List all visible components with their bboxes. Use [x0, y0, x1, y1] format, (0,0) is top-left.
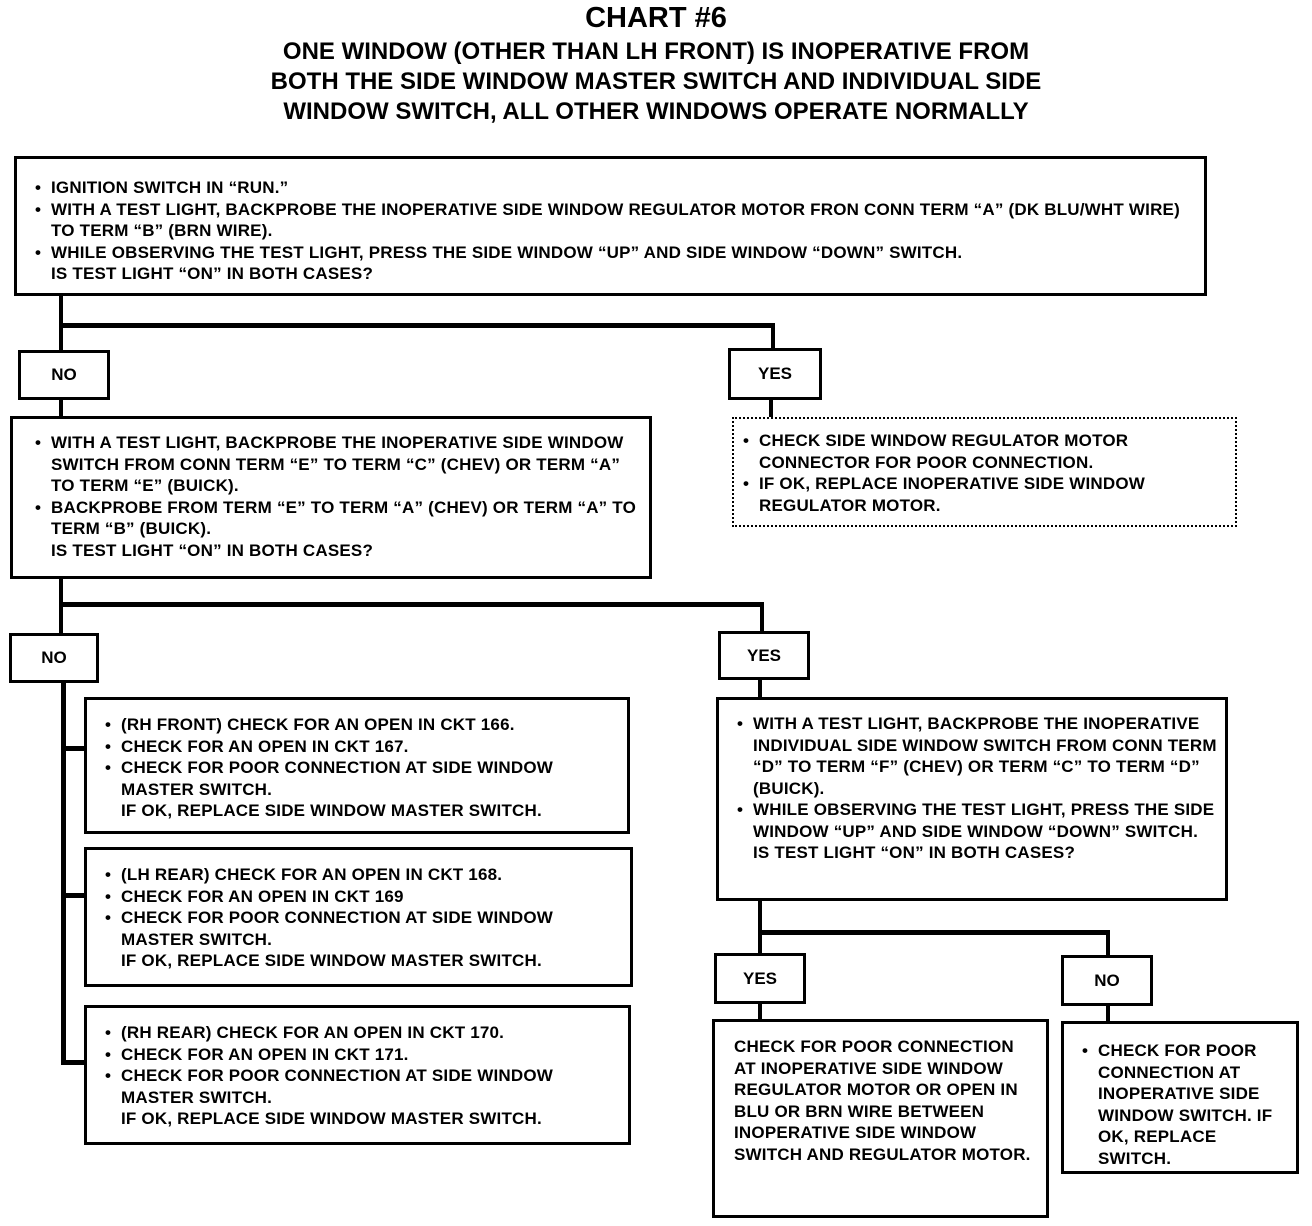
list-item: • CHECK FOR POOR CONNECTION AT SIDE WINDOW MASTER SWITCH. — [103, 907, 622, 950]
label-yes: YES — [718, 631, 810, 680]
list-item: • WHILE OBSERVING THE TEST LIGHT, PRESS THE SIDE WINDOW “UP” AND SIDE WINDOW “DOWN” SWITCH. — [735, 799, 1217, 842]
connector — [61, 893, 86, 898]
box-poor-connection-motor — [712, 1019, 1049, 1218]
instruction-text: IF OK, REPLACE SIDE WINDOW MASTER SWITCH. — [121, 1109, 542, 1128]
list-item: • CHECK FOR AN OPEN IN CKT 171. — [103, 1044, 620, 1066]
subtitle-line-3: WINDOW SWITCH, ALL OTHER WINDOWS OPERATE NORMALLY — [283, 98, 1029, 125]
list-item: • IGNITION SWITCH IN “RUN.” — [33, 177, 1194, 199]
list-item: • WITH A TEST LIGHT, BACKPROBE THE INOPERATIVE SIDE WINDOW REGULATOR MOTOR FRON CONN TERM “A” (DK BLU/WHT WIRE) TO TERM “B” (BRN WIRE). — [33, 199, 1194, 242]
list-item: • CHECK FOR POOR CONNECTION AT SIDE WINDOW MASTER SWITCH. — [103, 1065, 620, 1108]
label-no: NO — [18, 350, 110, 400]
instruction-text: IF OK, REPLACE SIDE WINDOW MASTER SWITCH. — [121, 801, 542, 820]
question-text: IS TEST LIGHT “ON” IN BOTH CASES? — [753, 843, 1076, 862]
chart-title: CHART #6 — [585, 2, 727, 34]
connector — [59, 602, 764, 607]
label-no: NO — [1061, 955, 1153, 1006]
connector — [758, 900, 762, 956]
list-item: • IF OK, REPLACE INOPERATIVE SIDE WINDOW REGULATOR MOTOR. — [741, 473, 1227, 516]
list-item: • WITH A TEST LIGHT, BACKPROBE THE INOPERATIVE INDIVIDUAL SIDE WINDOW SWITCH FROM CONN TERM “D” TO TERM “F” (CHEV) OR TERM “C” TO TERM “D” (BUICK). — [735, 713, 1217, 799]
list-item: • WHILE OBSERVING THE TEST LIGHT, PRESS THE SIDE WINDOW “UP” AND SIDE WINDOW “DOWN” SWITCH. — [33, 242, 1194, 264]
box-ignition-test — [14, 156, 1207, 296]
list-item: • CHECK FOR AN OPEN IN CKT 167. — [103, 736, 619, 758]
box-lh-rear — [84, 847, 633, 987]
connector — [61, 680, 66, 1065]
box-individual-switch-test — [716, 697, 1228, 901]
list-item: • (RH FRONT) CHECK FOR AN OPEN IN CKT 166. — [103, 714, 619, 736]
list-item: • CHECK FOR AN OPEN IN CKT 169 — [103, 886, 622, 908]
question-text: IS TEST LIGHT “ON” IN BOTH CASES? — [51, 540, 374, 560]
list-item: • CHECK FOR POOR CONNECTION AT SIDE WINDOW MASTER SWITCH. — [103, 757, 619, 800]
list-item: • CHECK FOR POOR CONNECTION AT INOPERATIVE SIDE WINDOW SWITCH. IF OK, REPLACE SWITCH. — [1080, 1040, 1290, 1169]
label-no: NO — [9, 633, 99, 683]
connector — [758, 930, 1110, 935]
connector — [61, 1060, 86, 1065]
subtitle-line-2: BOTH THE SIDE WINDOW MASTER SWITCH AND INDIVIDUAL SIDE — [270, 68, 1042, 95]
question-text: IS TEST LIGHT “ON” IN BOTH CASES? — [51, 264, 374, 283]
connector — [1106, 930, 1110, 956]
subtitle-line-1: ONE WINDOW (OTHER THAN LH FRONT) IS INOPERATIVE FROM — [282, 38, 1030, 65]
box-rh-rear — [84, 1005, 631, 1145]
connector — [769, 397, 773, 419]
label-yes: YES — [714, 953, 806, 1004]
box-switch-test — [10, 416, 652, 579]
list-item: • WITH A TEST LIGHT, BACKPROBE THE INOPERATIVE SIDE WINDOW SWITCH FROM CONN TERM “E” TO TERM “C” (CHEV) OR TERM “A” TO TERM “E” (BUICK). — [33, 432, 641, 497]
instruction-text: CHECK FOR POOR CONNECTION AT INOPERATIVE SIDE WINDOW REGULATOR MOTOR OR OPEN IN BLU OR BRN WIRE BETWEEN INOPERATIVE SIDE WINDOW SWITCH AND REGULATOR MOTOR. — [734, 1037, 1031, 1164]
list-item: • (LH REAR) CHECK FOR AN OPEN IN CKT 168. — [103, 864, 622, 886]
connector — [61, 746, 86, 751]
label-yes: YES — [728, 348, 822, 400]
instruction-text: IF OK, REPLACE SIDE WINDOW MASTER SWITCH. — [121, 951, 542, 970]
connector — [760, 602, 764, 634]
connector — [771, 323, 775, 350]
box-rh-front — [84, 697, 630, 834]
list-item: • BACKPROBE FROM TERM “E” TO TERM “A” (CHEV) OR TERM “A” TO TERM “B” (BUICK). — [33, 497, 641, 540]
connector — [59, 323, 775, 328]
list-item: • CHECK SIDE WINDOW REGULATOR MOTOR CONNECTOR FOR POOR CONNECTION. — [741, 430, 1227, 473]
list-item: • (RH REAR) CHECK FOR AN OPEN IN CKT 170. — [103, 1022, 620, 1044]
box-replace-switch — [1061, 1021, 1299, 1174]
box-motor-connector — [732, 417, 1237, 527]
